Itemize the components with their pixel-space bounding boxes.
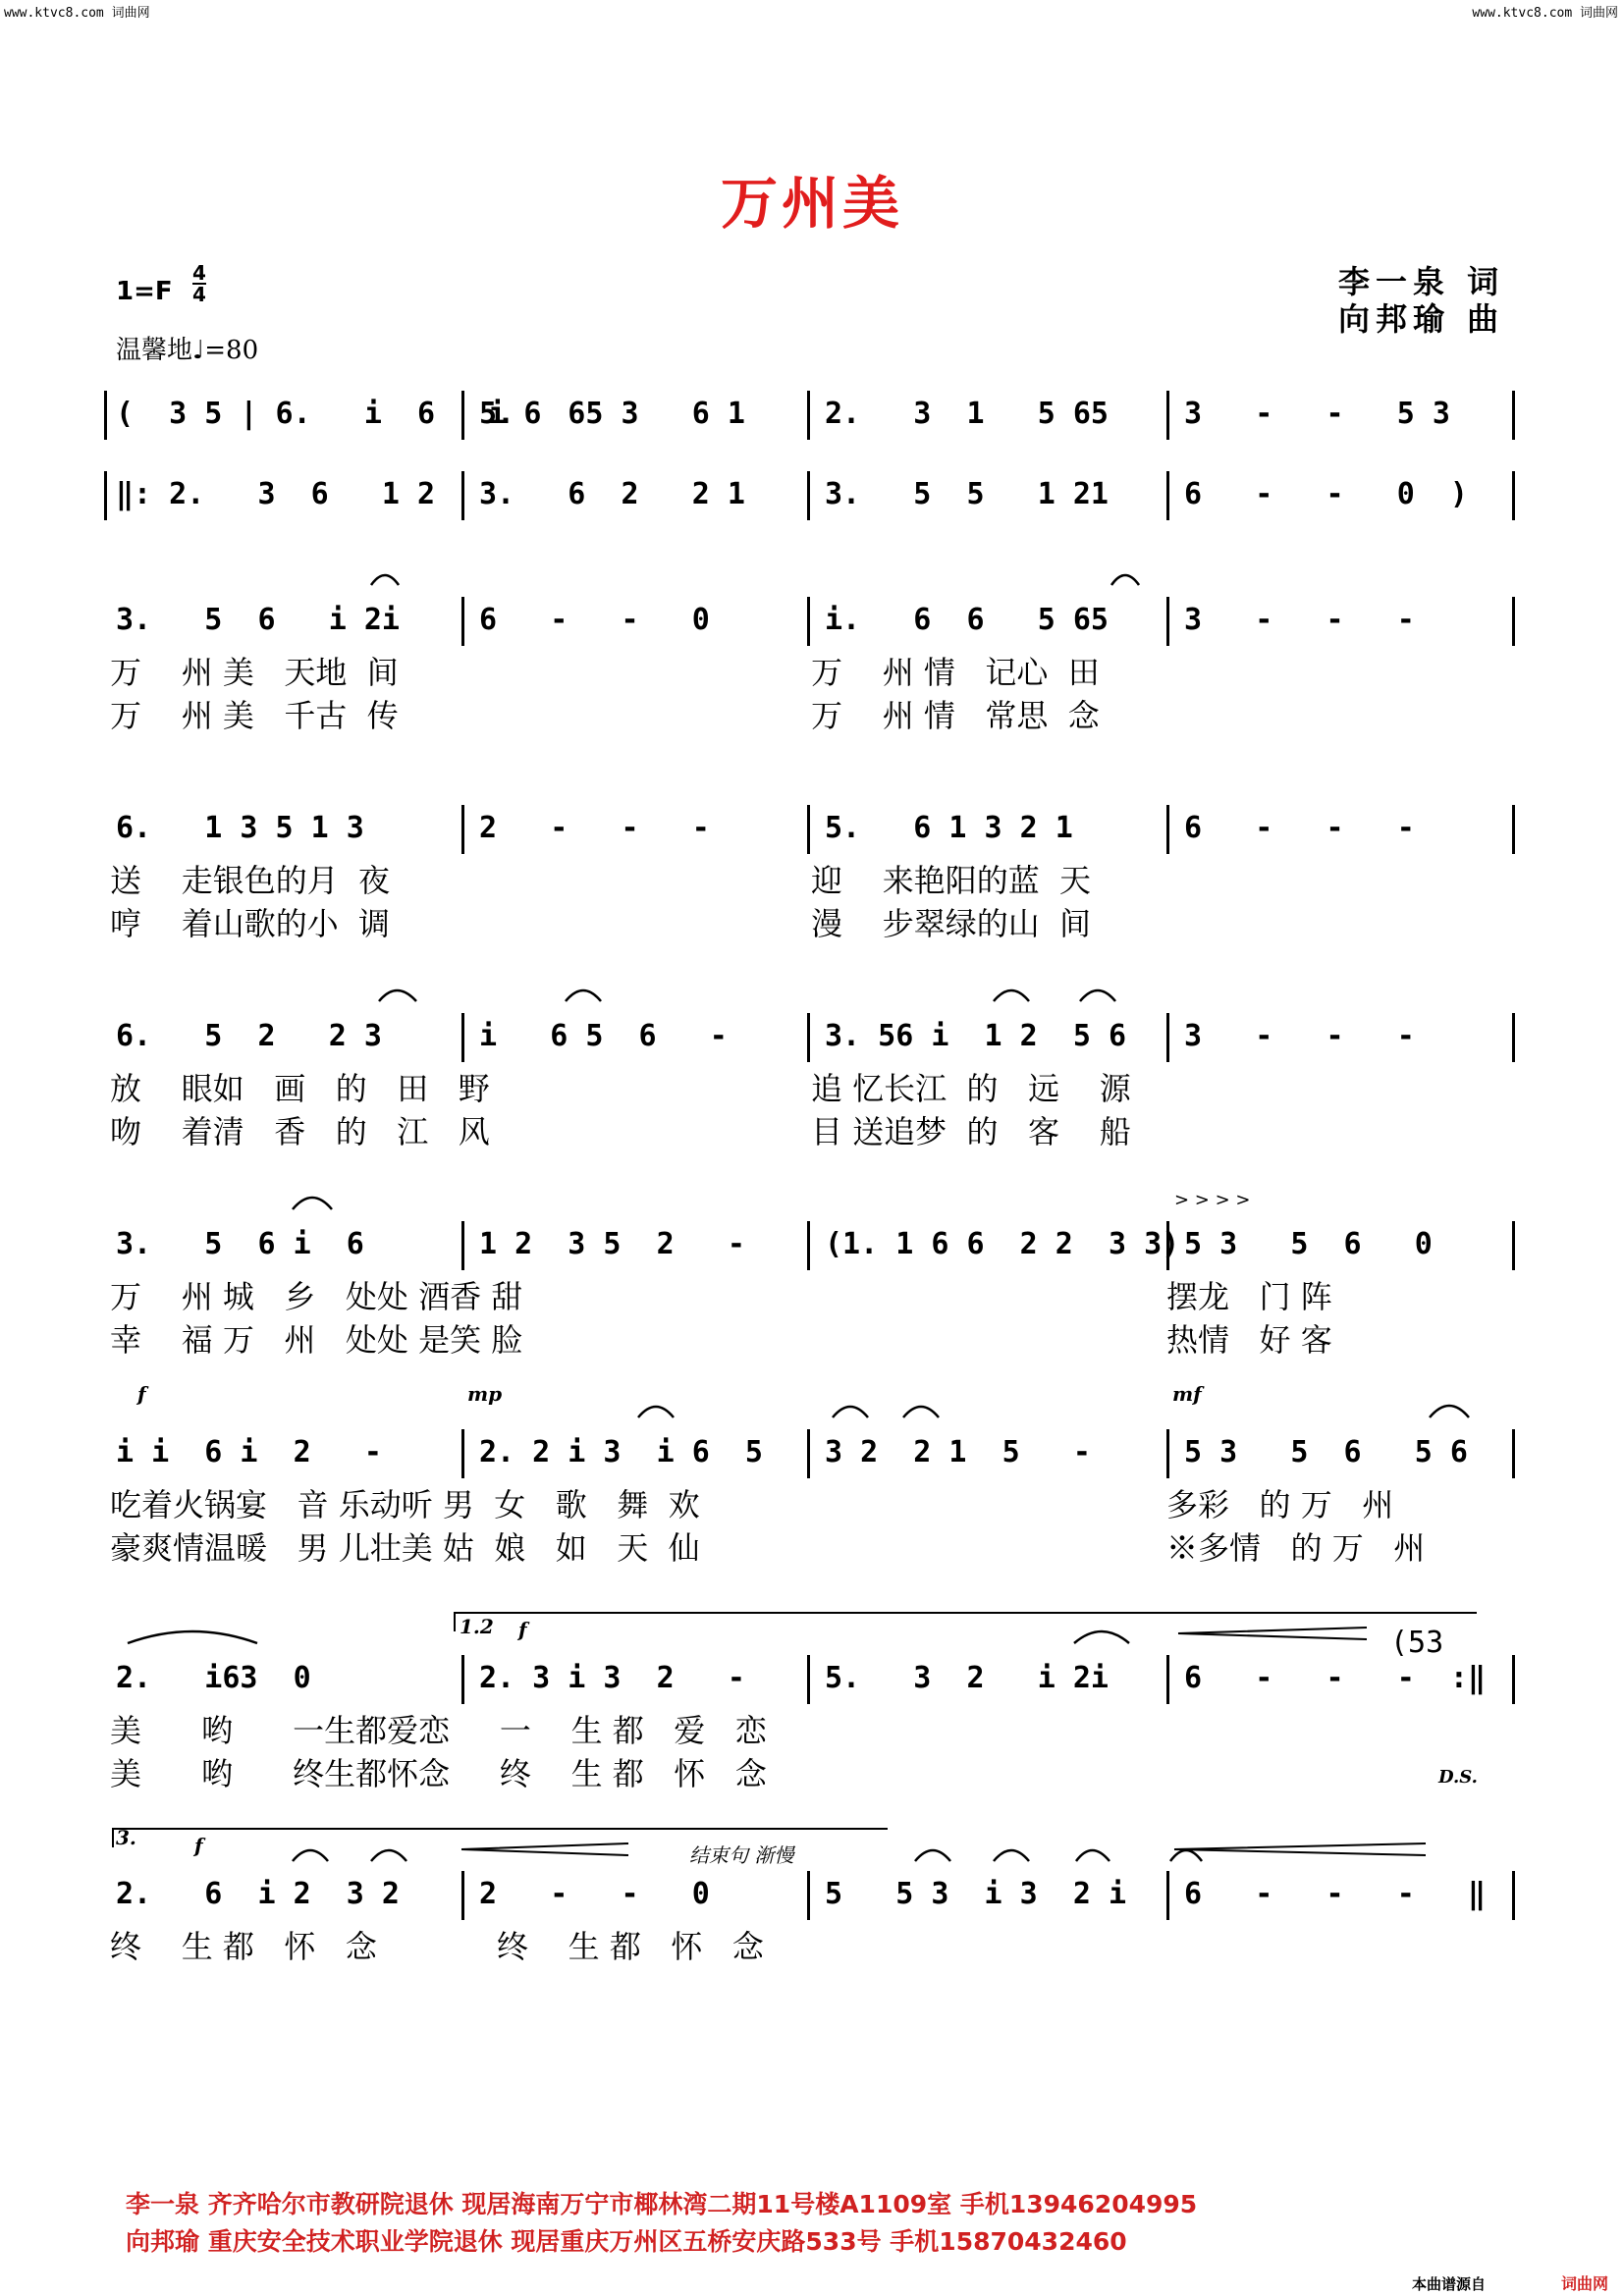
lyric-line-2: 美 哟 终生都怀念 终 生 都 怀 念 <box>110 1755 767 1792</box>
lyric-line-1: 追 忆长江 的 远 源 <box>811 1070 1131 1107</box>
measure-notes: 6 - - - :‖ <box>1184 1661 1487 1695</box>
footer-brand-logo[interactable]: 词曲网 <box>1561 2274 1609 2293</box>
slur-15 <box>371 1850 406 1861</box>
slur-6 <box>1080 990 1115 1001</box>
measure-notes: 3 - - - <box>1184 1019 1415 1053</box>
measure-notes: 3 - - 5 3 <box>1184 397 1450 431</box>
slur-16 <box>915 1850 950 1861</box>
measure-notes: 3. 6 2 2 1 <box>479 477 745 511</box>
slur-2 <box>1111 575 1139 585</box>
lyric-line-1: 摆龙 门 阵 <box>1166 1278 1332 1315</box>
measure-notes: 1 2 3 5 2 - <box>479 1227 745 1261</box>
mezzo-forte-mark: mf <box>1172 1382 1202 1406</box>
forte-mark-volta: f <box>518 1618 527 1641</box>
measure-notes: 3 - - - <box>1184 603 1415 637</box>
ds-mark: D.S. <box>1438 1767 1478 1788</box>
lyric-line-2: 热情 好 客 <box>1166 1321 1332 1359</box>
lyric-line-1: 送 走银色的月 夜 <box>110 862 391 899</box>
lyricist-credit: 李一泉 词 <box>1338 263 1505 300</box>
measure-notes: 2 - - - <box>479 811 710 845</box>
measure-notes: 6 - - 0 ) <box>1184 477 1468 511</box>
slur-3 <box>379 990 416 1001</box>
hairpins <box>461 1628 1426 1855</box>
measure-notes: ( 3 5 | 6. i 6 i 6 <box>116 397 542 431</box>
lyric-line-1: 万 州 情 记心 田 <box>811 654 1100 691</box>
measure-notes: 2 - - 0 <box>479 1877 710 1911</box>
slur-8 <box>638 1407 674 1417</box>
footer-line-1: 李一泉 齐齐哈尔市教研院退休 现居海南万宁市椰林湾二期11号楼A1109室 手机13946204995 <box>126 2190 1198 2218</box>
slur-11 <box>1430 1406 1469 1417</box>
forte-mark-volta3: f <box>194 1834 203 1857</box>
measure-notes: 2. i63 0 <box>116 1661 311 1695</box>
footer-source-label: 本曲谱源自 <box>1412 2275 1487 2293</box>
measure-notes: 6 - - - <box>1184 811 1415 845</box>
lyric-line-1: 放 眼如 画 的 田 野 <box>110 1070 490 1107</box>
slur-10 <box>903 1407 939 1417</box>
lyric-line-1: 吃着火锅宴 音 乐动听 男 女 歌 舞 欢 <box>110 1486 700 1523</box>
slur-1 <box>371 575 399 585</box>
slur-14 <box>293 1850 328 1861</box>
measure-notes: 6 - - - ‖ <box>1184 1877 1487 1911</box>
decrescendo-hairpin-1 <box>1178 1628 1367 1639</box>
tempo-marking: 温馨地♩=80 <box>116 336 259 365</box>
measure-notes: 5 5 3 i 3 2 i <box>825 1877 1127 1911</box>
volta-3-label: 3. <box>116 1826 136 1849</box>
slur-13 <box>1074 1631 1129 1643</box>
measure-notes: 6. 1 3 5 1 3 <box>116 811 364 845</box>
site-header-left[interactable]: www.ktvc8.com 词曲网 <box>4 6 150 21</box>
slur-5 <box>994 990 1029 1001</box>
time-sig-top: 4 <box>192 261 206 285</box>
slur-18 <box>1076 1850 1110 1861</box>
lyric-line-1: 美 哟 一生都爱恋 一 生 都 爱 恋 <box>110 1712 767 1749</box>
composer-credit: 向邦瑜 曲 <box>1338 300 1505 338</box>
measure-notes: 3. 5 6 i 6 <box>116 1227 364 1261</box>
measure-notes: 5. 3 2 i 2i <box>825 1661 1109 1695</box>
measure-notes: 3 2 2 1 5 - <box>825 1435 1091 1469</box>
slur-19 <box>1170 1850 1202 1861</box>
measure-notes: i 6 5 6 - <box>479 1019 728 1053</box>
ending-phrase-label: 结束句 渐慢 <box>689 1843 794 1867</box>
lyric-line-2: 万 州 情 常思 念 <box>811 697 1100 734</box>
slur-17 <box>994 1850 1029 1861</box>
slur-12 <box>128 1631 257 1643</box>
lyric-line-2: 目 送追梦 的 客 船 <box>811 1113 1131 1150</box>
lyric-line-1: 终 生 都 怀 念 终 生 都 怀 念 <box>110 1928 764 1965</box>
lyric-line-2: ※多情 的 万 州 <box>1166 1529 1426 1567</box>
measure-notes: 5. 6 1 3 2 1 <box>825 811 1073 845</box>
forte-mark: f <box>137 1382 146 1406</box>
lyric-line-1: 多彩 的 万 州 <box>1166 1486 1394 1523</box>
lyric-line-1: 万 州 城 乡 处处 酒香 甜 <box>110 1278 523 1315</box>
slur-4 <box>566 990 601 1001</box>
decrescendo-hairpin-3 <box>1174 1843 1426 1855</box>
measure-notes: 3. 5 5 1 21 <box>825 477 1109 511</box>
measure-notes: i. 6 6 5 65 <box>825 603 1109 637</box>
volta-1-2-label: 1.2 <box>460 1615 494 1638</box>
lyric-line-2: 漫 步翠绿的山 间 <box>811 905 1092 942</box>
mezzo-piano-mark: mp <box>467 1382 503 1406</box>
slur-9 <box>833 1407 868 1417</box>
measure-notes: 2. 2 i 3 i 6 5 <box>479 1435 763 1469</box>
measure-notes: (1. 1 6 6 2 2 3 3) <box>825 1227 1180 1261</box>
lyric-line-1: 万 州 美 天地 间 <box>110 654 399 691</box>
measure-notes: 3. 5 6 i 2i <box>116 603 400 637</box>
decrescendo-hairpin-2 <box>461 1843 628 1855</box>
measure-notes: 2. 3 1 5 65 <box>825 397 1109 431</box>
measure-notes: 5 3 5 6 0 <box>1184 1227 1433 1261</box>
lyric-line-2: 豪爽情温暖 男 儿壮美 姑 娘 如 天 仙 <box>110 1529 700 1567</box>
measure-notes: 5. 65 3 6 1 <box>479 397 745 431</box>
lyric-line-2: 幸 福 万 州 处处 是笑 脸 <box>110 1321 523 1359</box>
measure-notes: i i 6 i 2 - <box>116 1435 382 1469</box>
measure-notes: 6 - - 0 <box>479 603 710 637</box>
slur-7 <box>293 1198 332 1209</box>
song-title: 万州美 <box>720 170 903 237</box>
site-header-right[interactable]: www.ktvc8.com 词曲网 <box>1472 6 1618 21</box>
bracket-53: (53 <box>1390 1626 1444 1660</box>
measure-notes: 6. 5 2 2 3 <box>116 1019 382 1053</box>
lyric-line-2: 哼 着山歌的小 调 <box>110 905 391 942</box>
measure-notes: 3. 56 i 1 2 5 6 <box>825 1019 1127 1053</box>
measure-notes: 2. 3 i 3 2 - <box>479 1661 745 1695</box>
lyric-line-1: 迎 来艳阳的蓝 天 <box>811 862 1092 899</box>
time-sig-bottom: 4 <box>192 283 206 306</box>
measure-notes: ‖: 2. 3 6 1 2 <box>116 477 436 511</box>
key-signature: 1=F <box>116 277 173 306</box>
lyric-line-2: 吻 着清 香 的 江 风 <box>110 1113 490 1150</box>
measure-notes: 5 3 5 6 5 6 <box>1184 1435 1468 1469</box>
measure-notes: 2. 6 i 2 3 2 <box>116 1877 400 1911</box>
accent-marks: > > > > <box>1174 1190 1251 1210</box>
lyric-line-2: 万 州 美 千古 传 <box>110 697 399 734</box>
slur-arcs <box>128 575 1469 1861</box>
footer-line-2: 向邦瑜 重庆安全技术职业学院退休 现居重庆万州区五桥安庆路533号 手机15870432460 <box>126 2227 1127 2256</box>
